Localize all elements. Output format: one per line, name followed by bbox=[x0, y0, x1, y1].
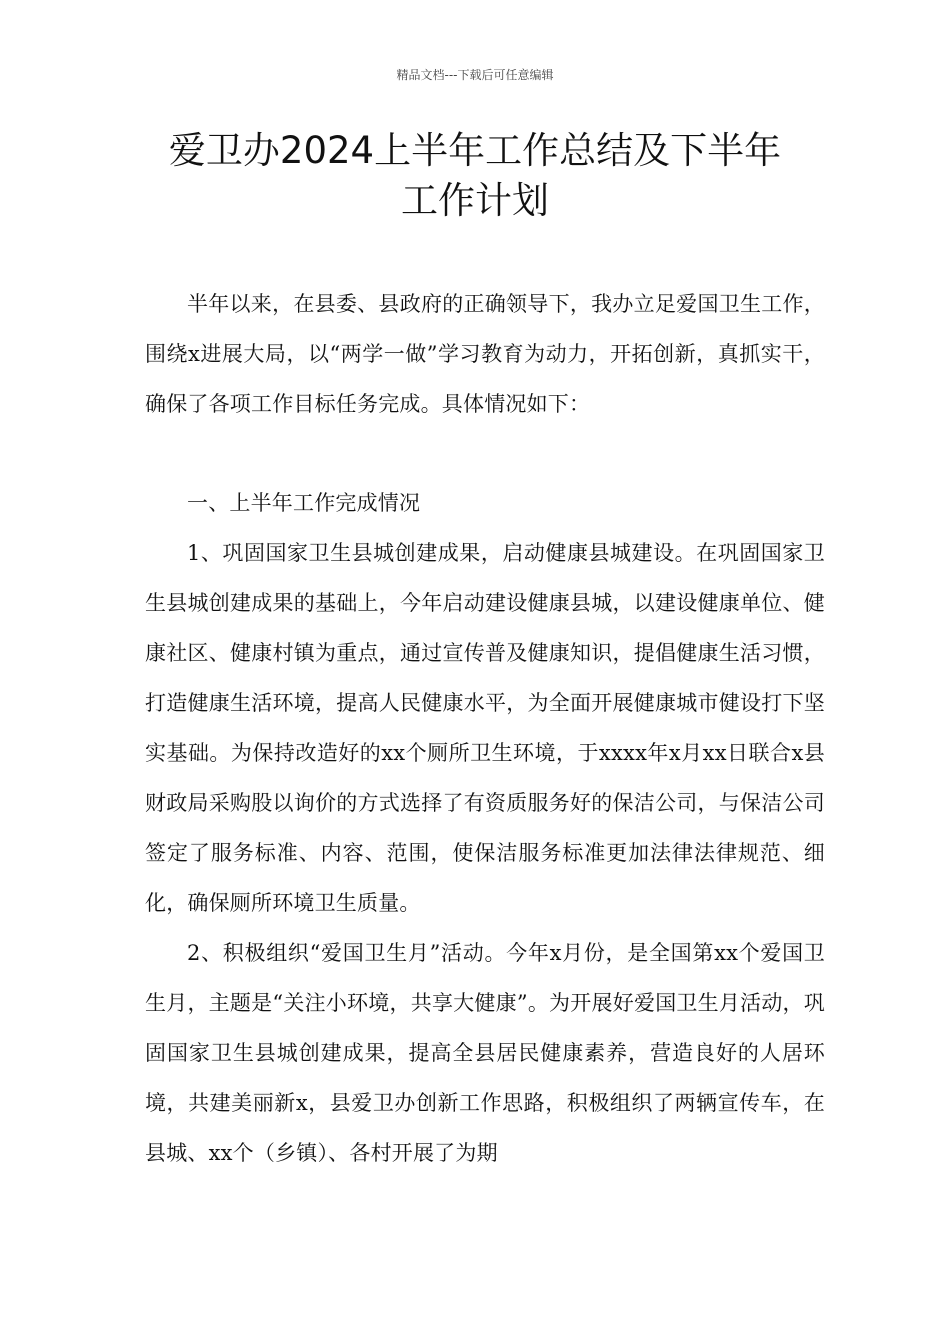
section-1 bbox=[145, 478, 825, 1178]
section-heading: 一、上半年工作完成情况 bbox=[187, 491, 421, 515]
intro-paragraph: 半年以来，在县委、县政府的正确领导下，我办立足爱国卫生工作，围绕x进展大局，以“两学一做”学习教育为动力，开拓创新，真抓实干，确保了各项工作目标任务完成。具体情况如下： bbox=[145, 292, 825, 416]
title-line-2: 工作计划 bbox=[401, 179, 549, 222]
paragraph-2: 2、积极组织“爱国卫生月”活动。今年x月份，是全国第xx个爱国卫生月，主题是“关注小环境，共享大健康”。为开展好爱国卫生月活动，巩固国家卫生县城创建成果，提高全县居民健康素养，营造良好的人居环境，共建美丽新x，县爱卫办创新工作思路，积极组织了两辆宣传车，在县城、xx个（乡镇）、各村开展了为期 bbox=[145, 941, 825, 1165]
document-title bbox=[60, 126, 890, 226]
title-line-1: 爱卫办2024上半年工作总结及下半年 bbox=[168, 129, 782, 172]
header-note: 精品文档---下载后可任意编辑 bbox=[396, 68, 554, 82]
intro-block bbox=[145, 279, 825, 429]
paragraph-1: 1、巩固国家卫生县城创建成果，启动健康县城建设。在巩固国家卫生县城创建成果的基础上，今年启动建设健康县城，以建设健康单位、健康社区、健康村镇为重点，通过宣传普及健康知识，提倡健康生活习惯，打造健康生活环境，提高人民健康水平，为全面开展健康城市健设打下坚实基础。为保持改造好的xx个厕所卫生环境，于xxxx年x月xx日联合x县财政局采购股以询价的方式选择了有资质服务好的保洁公司，与保洁公司签定了服务标准、内容、范围，使保洁服务标准更加法律法律规范、细化，确保厕所环境卫生质量。 bbox=[145, 541, 825, 915]
